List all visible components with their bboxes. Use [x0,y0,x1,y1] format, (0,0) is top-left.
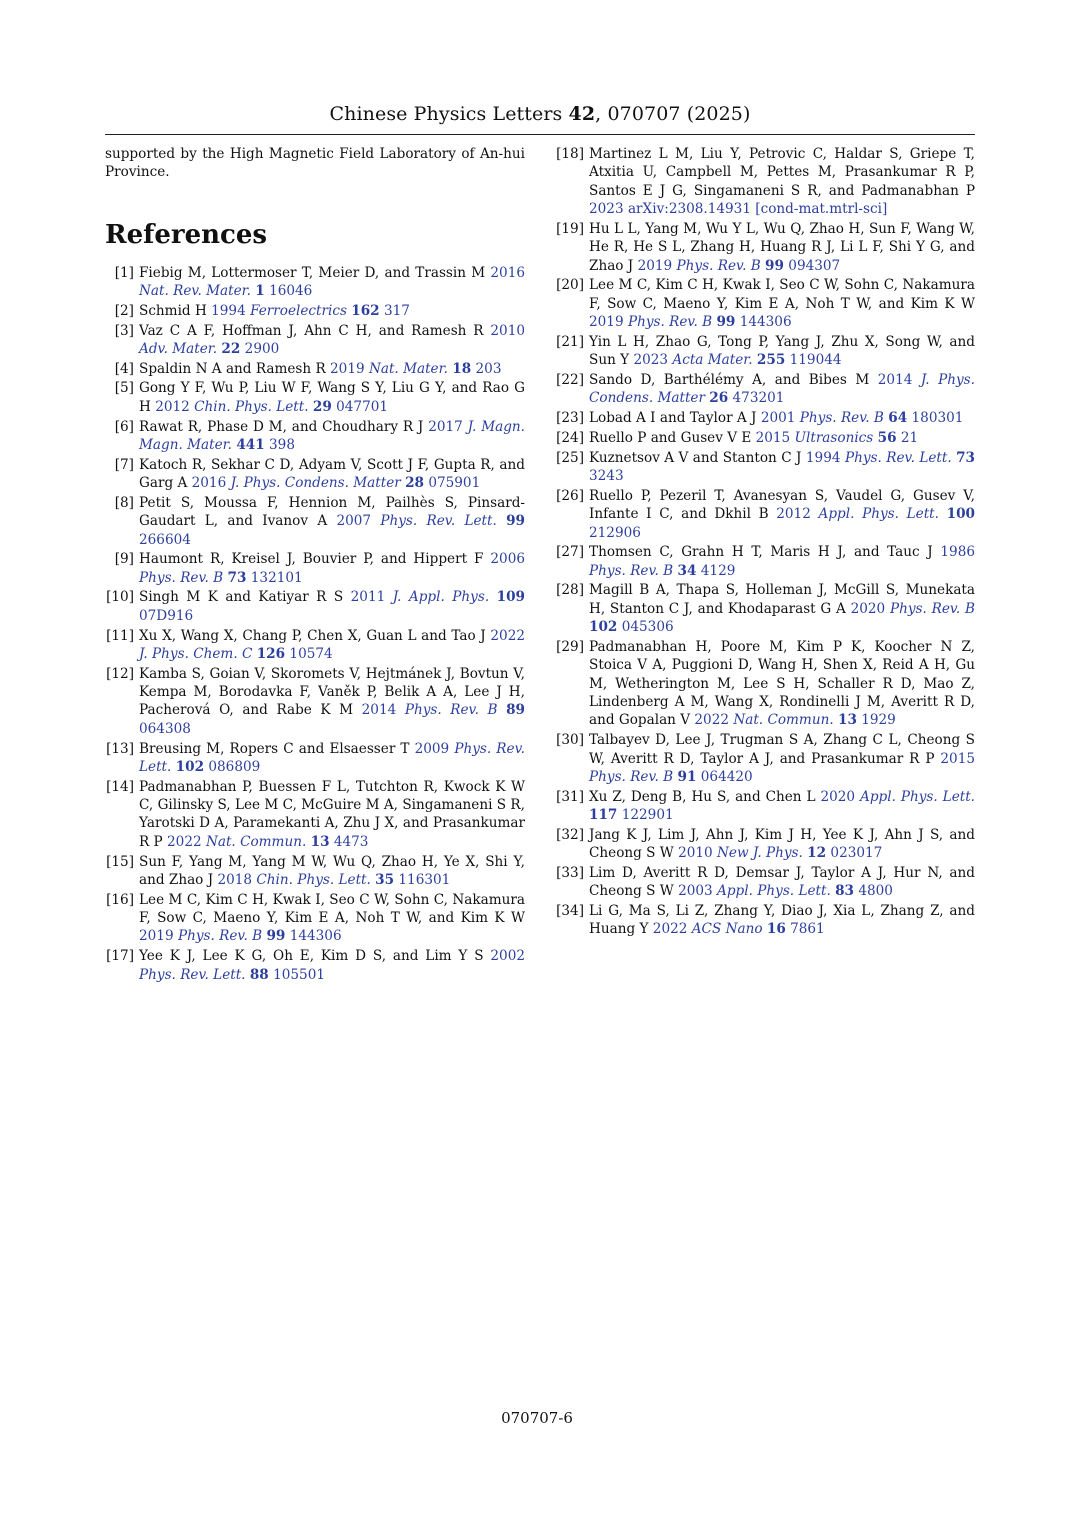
reference-volume-link[interactable]: 16 [766,921,786,938]
reference-page-link[interactable]: 119044 [789,352,842,369]
reference-journal-link[interactable]: Nat. Mater. [368,360,448,377]
reference-text [139,891,525,946]
reference-page-link[interactable]: 203 [475,360,502,377]
reference-authors: Spaldin N A and Ramesh R [139,360,331,377]
reference-item [555,409,975,427]
reference-journal-link[interactable]: ACS Nano [691,921,763,938]
reference-page-link[interactable]: 180301 [911,410,964,427]
reference-authors: Kamba S, Goian V, Skoromets V, Hejtmánek J, Bovtun V, Kempa M, Borodavka F, Vaněk P, Belik A A, Lee J H, Pacherová O, and Rabe K M [139,665,525,719]
reference-item [105,302,525,320]
reference-volume-link[interactable]: 12 [807,845,827,862]
reference-year-link[interactable]: 2020 [820,788,856,805]
reference-authors: Ruello P, Pezeril T, Avanesyan S, Vaudel G, Gusev V, Infante I C, and Dkhil B [589,487,975,523]
reference-item [555,902,975,939]
reference-number: [8] [114,494,134,511]
reference-text [589,902,975,939]
reference-list-right [555,145,975,939]
reference-year-link[interactable]: 2014 [361,702,397,719]
reference-item [555,371,975,408]
reference-volume-link[interactable]: 162 [351,302,380,319]
reference-journal-link[interactable]: Phys. Rev. B [676,257,761,274]
reference-year-link[interactable]: 2022 [652,921,688,938]
reference-text [139,322,525,359]
reference-number: [19] [556,220,584,237]
reference-volume-link[interactable]: 117 [589,807,618,824]
reference-number: [22] [556,372,584,389]
reference-journal-link[interactable]: Phys. Rev. Lett. [139,740,525,775]
reference-number: [34] [556,903,584,919]
reference-authors: Lim D, Averitt R D, Demsar J, Taylor A J, Hur N, and Cheong S W [589,864,975,900]
reference-item [555,220,975,275]
reference-authors: Padmanabhan H, Poore M, Kim P K, Koocher N Z, Stoica V A, Puggioni D, Wang H, Shen X, Reid A H, Gu M, Wetherington M, Lee S H, Schaller R D, Mao Z, Lindenberg A M, Wang X, Rondinelli J M, Averitt R D, and Gopalan V [589,638,975,729]
reference-volume-link[interactable]: 73 [956,449,975,466]
reference-year-link[interactable]: 2019 [589,314,624,331]
reference-year-link[interactable]: 2006 [490,551,525,568]
reference-journal-link[interactable]: Phys. Rev. Lett. [380,513,497,530]
reference-journal-link[interactable]: Adv. Mater. [139,341,218,358]
reference-text [589,731,975,786]
reference-volume-link[interactable]: 99 [506,513,526,530]
reference-number: [18] [556,146,584,162]
reference-text [139,853,525,890]
reference-number: [31] [556,788,584,805]
reference-page-link[interactable]: 3243 [589,467,624,484]
reference-number: [25] [556,449,584,466]
reference-authors: Talbayev D, Lee J, Trugman S A, Zhang C L, Cheong S W, Averitt R D, Taylor A J, and Prasankumar R P [589,732,975,767]
reference-authors: Ruello P and Gusev V E [589,429,756,446]
reference-journal-link[interactable]: Phys. Rev. B [589,768,674,785]
reference-authors: Martinez L M, Liu Y, Petrovic C, Haldar S, Griepe T, Atxitia U, Campbell M, Pettes M, Prasankumar R P, Santos E J G, Singamaneni S R, and Padmanabhan P [589,146,975,199]
reference-page-link[interactable]: 064308 [139,720,191,737]
reference-year-link[interactable]: 2023 [633,352,669,369]
reference-journal-link[interactable]: J. Phys. Condens. Matter [589,372,975,407]
reference-item [105,778,525,852]
reference-page-link[interactable]: 045306 [621,619,674,636]
reference-page-link[interactable]: 266604 [139,531,191,548]
reference-number: [4] [114,360,134,377]
reference-volume-link[interactable]: 88 [249,966,269,983]
reference-journal-link[interactable]: Appl. Phys. Lett. [860,788,975,805]
reference-volume-link[interactable]: 102 [175,758,205,775]
reference-page-link[interactable]: 122901 [621,807,674,824]
reference-authors: Katoch R, Sekhar C D, Adyam V, Scott J F, Gupta R, and Garg A [139,456,525,492]
reference-text [139,379,525,416]
reference-number: [5] [114,380,134,397]
reference-page-link[interactable]: 105501 [273,966,325,983]
reference-authors: Vaz C A F, Hoffman J, Ahn C H, and Ramesh R [139,322,491,339]
reference-item [105,322,525,359]
reference-text [139,550,525,587]
reference-year-link[interactable]: 2012 [776,506,811,523]
reference-number: [32] [556,826,584,843]
reference-journal-link[interactable]: Phys. Rev. B [799,410,884,427]
reference-year-link[interactable]: 2014 [877,372,913,389]
reference-text [139,627,525,664]
reference-item [555,638,975,730]
reference-year-link[interactable]: 2010 [490,322,525,339]
reference-volume-link[interactable]: 99 [716,314,736,331]
reference-authors: Petit S, Moussa F, Hennion M, Pailhès S, Pinsard-Gaudart L, and Ivanov A [139,494,525,530]
reference-text [139,778,525,852]
reference-authors: Padmanabhan P, Buessen F L, Tutchton R, Kwock K W C, Gilinsky S, Lee M C, McGuire M A, Singamaneni S R, Yarotski D A, Paramekanti A, Zhu J X, and Prasankumar R P [139,778,525,850]
reference-year-link[interactable]: 1994 [211,302,246,319]
left-column [105,145,525,985]
reference-text [139,302,525,320]
reference-text [589,826,975,863]
reference-authors: Xu X, Wang X, Chang P, Chen X, Guan L and Tao J [139,627,491,644]
reference-number: [9] [114,551,134,568]
reference-volume-link[interactable]: 73 [227,569,247,586]
reference-number: [30] [556,732,584,749]
reference-text [139,418,525,455]
reference-authors: Jang K J, Lim J, Ahn J, Kim J H, Yee K J, Ahn J S, and Cheong S W [589,826,975,862]
reference-journal-link[interactable]: Nat. Rev. Mater. [139,283,251,300]
journal-name: Chinese Physics Letters [329,103,563,125]
reference-page-link[interactable]: 132101 [250,569,303,586]
reference-year-link[interactable]: 1994 [805,449,841,466]
reference-number: [16] [106,891,134,908]
reference-volume-link[interactable]: 83 [835,883,855,900]
reference-text [589,788,975,825]
reference-year-link[interactable]: 2010 [678,845,713,862]
reference-text [589,276,975,331]
reference-journal-link[interactable]: Phys. Rev. B [889,600,975,617]
reference-page-link[interactable]: 4800 [858,883,893,900]
reference-page-link[interactable]: 144306 [289,928,342,945]
reference-volume-link[interactable]: 18 [452,360,472,377]
reference-authors: Magill B A, Thapa S, Holleman J, McGill S, Munekata H, Stanton C J, and Khodaparast G A [589,582,975,617]
reference-journal-link[interactable]: Phys. Rev. B [404,702,498,719]
reference-page-link[interactable]: 07D916 [139,607,194,624]
reference-text [139,740,525,777]
reference-year-link[interactable]: 1986 [940,544,975,561]
reference-authors: Lobad A I and Taylor A J [589,410,761,427]
reference-journal-link[interactable]: Phys. Rev. Lett. [139,966,246,983]
reference-authors: Singh M K and Katiyar R S [139,589,351,606]
reference-item [555,731,975,786]
reference-number: [14] [106,778,134,795]
reference-item [105,627,525,664]
reference-year-link[interactable]: 2020 [850,600,886,617]
reference-number: [24] [556,429,584,446]
reference-item [105,588,525,625]
reference-item [105,947,525,984]
reference-list-left [105,264,525,984]
reference-number: [13] [106,740,134,757]
reference-number: [10] [106,589,134,606]
reference-authors: Li G, Ma S, Li Z, Zhang Y, Diao J, Xia L, Zhang Z, and Huang Y [589,903,975,938]
reference-authors: Lee M C, Kim C H, Kwak I, Seo C W, Sohn C, Nakamura F, Sow C, Maeno Y, Kim E A, Noh T W, and Kim K W [589,277,975,312]
reference-volume-link[interactable]: 56 [877,429,897,446]
reference-item [105,494,525,549]
reference-year-link[interactable]: 2009 [414,740,450,757]
reference-text [589,543,975,580]
reference-journal-link[interactable]: J. Phys. Chem. C [139,645,253,662]
reference-page-link[interactable]: 473201 [732,390,785,407]
reference-number: [20] [556,277,584,294]
reference-authors: Xu Z, Deng B, Hu S, and Chen L [589,788,821,805]
reference-text [589,638,975,730]
reference-page-link[interactable]: 2900 [244,341,280,358]
reference-item [105,665,525,739]
reference-item [555,276,975,331]
reference-volume-link[interactable]: 100 [946,506,976,523]
reference-page-link[interactable]: 398 [269,436,295,453]
reference-text [139,947,525,984]
reference-page-link[interactable]: 317 [383,302,410,319]
reference-page-link[interactable]: 047701 [336,398,389,415]
reference-page-link[interactable]: 086809 [208,758,261,775]
reference-volume-link[interactable]: 441 [236,436,265,453]
reference-volume-link[interactable]: 35 [375,871,395,888]
reference-journal-link[interactable]: J. Phys. Condens. Matter [230,475,401,492]
reference-year-link[interactable]: 2001 [760,410,796,427]
reference-item [555,487,975,542]
reference-journal-link[interactable]: Phys. Rev. Lett. [844,449,952,466]
reference-authors: Haumont R, Kreisel J, Bouvier P, and Hippert F [139,551,491,568]
reference-text [589,409,975,427]
reference-page-link[interactable]: 094307 [788,257,841,274]
reference-volume-link[interactable]: 22 [221,341,241,358]
reference-text [139,494,525,549]
reference-text [589,145,975,219]
reference-authors: Sun F, Yang M, Yang M W, Wu Q, Zhao H, Ye X, Shi Y, and Zhao J [139,853,525,888]
reference-year-link[interactable]: 2012 [155,398,190,415]
reference-page-link[interactable]: 16046 [269,283,313,300]
reference-journal-link[interactable]: Appl. Phys. Lett. [818,506,939,523]
reference-page-link[interactable]: 212906 [589,524,641,541]
reference-volume-link[interactable]: 13 [837,712,857,729]
reference-number: [3] [114,322,134,339]
reference-authors: Lee M C, Kim C H, Kwak I, Seo C W, Sohn C, Nakamura F, Sow C, Maeno Y, Kim E A, Noh T W, and Kim K W [139,891,525,927]
reference-item [555,449,975,486]
reference-authors: Breusing M, Ropers C and Elsaesser T [139,740,415,757]
reference-volume-link[interactable]: 29 [312,398,332,415]
reference-journal-link[interactable]: J. Magn. Magn. Mater. [139,418,525,453]
reference-year-link[interactable]: 2018 [217,871,253,888]
reference-number: [23] [556,410,584,427]
reference-item [555,864,975,901]
reference-journal-link[interactable]: New J. Phys. [717,845,803,862]
reference-number: [6] [114,418,134,435]
reference-journal-link[interactable]: Chin. Phys. Lett. [194,398,309,415]
reference-journal-link[interactable]: Phys. Rev. B [177,928,263,945]
reference-journal-link[interactable]: Ferroelectrics [250,302,347,319]
reference-item [105,360,525,378]
reference-journal-link[interactable]: Ultrasonics [794,429,874,446]
reference-volume-link[interactable]: 34 [677,562,697,579]
reference-item [105,264,525,301]
reference-authors: Yin L H, Zhao G, Tong P, Yang J, Zhu X, Song W, and Sun Y [589,333,975,369]
reference-item [555,429,975,447]
reference-volume-link[interactable]: 109 [496,589,526,606]
reference-volume-link[interactable]: 91 [677,768,697,785]
reference-year-link[interactable]: 2019 [330,360,365,377]
reference-year-link[interactable]: 2016 [490,264,525,281]
reference-authors: Fiebig M, Lottermoser T, Meier D, and Trassin M [139,264,491,281]
reference-authors: Sando D, Barthélémy A, and Bibes M [589,372,878,389]
reference-item [555,333,975,370]
running-header [105,103,975,125]
reference-number: [7] [114,456,134,473]
reference-volume-link[interactable]: 1 [255,283,265,300]
reference-text [589,581,975,636]
references-heading: References [105,219,268,250]
reference-page-link[interactable]: 7861 [790,921,825,938]
reference-volume-link[interactable]: 99 [765,257,784,274]
reference-year-link[interactable]: 2003 [678,883,713,900]
reference-item [105,456,525,493]
page-number: 070707-6 [501,1409,573,1427]
reference-year-link[interactable]: 2011 [350,589,386,606]
reference-authors: Hu L L, Yang M, Wu Y L, Wu Q, Zhao H, Sun F, Wang W, He R, He S L, Zhang H, Huang R J, Li L F, Shi Y G, and Zhao J [589,220,975,274]
reference-page-link[interactable]: 4473 [333,833,369,850]
reference-page-link[interactable]: 116301 [398,871,451,888]
reference-year-link[interactable]: 2019 [637,257,673,274]
reference-text [589,487,975,542]
reference-journal-link[interactable]: Nat. Commun. [733,712,834,729]
reference-text [589,864,975,901]
reference-item [555,788,975,825]
reference-volume-link[interactable]: 102 [589,619,618,636]
reference-item [105,891,525,946]
reference-year-link[interactable]: 2022 [167,833,202,850]
reference-text [139,456,525,493]
reference-item [555,826,975,863]
reference-volume-link[interactable]: 99 [266,928,286,945]
reference-number: [26] [556,487,584,504]
reference-text [139,588,525,625]
reference-authors: Kuznetsov A V and Stanton C J [589,449,806,466]
reference-number: [28] [556,582,584,599]
reference-number: [33] [556,864,584,881]
reference-item [555,581,975,636]
reference-number: [12] [106,665,134,682]
reference-number: [17] [106,948,134,965]
reference-page-link[interactable]: 064420 [700,768,753,785]
reference-item [105,853,525,890]
reference-volume-link[interactable]: 64 [888,410,908,427]
reference-number: [15] [106,853,134,870]
reference-journal-link[interactable]: Appl. Phys. Lett. [717,883,831,900]
reference-year-link[interactable]: 2015 [940,750,975,767]
reference-journal-link[interactable]: Phys. Rev. B [627,314,713,331]
reference-text [589,333,975,370]
reference-page-link[interactable]: 144306 [739,314,792,331]
reference-page-link[interactable]: 4129 [700,562,736,579]
reference-page-link[interactable]: 10574 [289,645,333,662]
reference-page-link[interactable]: 075901 [428,475,481,492]
reference-journal-link[interactable]: Phys. Rev. B [139,569,224,586]
reference-year-link[interactable]: 2016 [191,475,227,492]
reference-authors: Thomsen C, Grahn H T, Maris H J, and Tauc J [589,544,941,561]
reference-number: [21] [556,333,584,350]
reference-journal-link[interactable]: Chin. Phys. Lett. [256,871,371,888]
reference-item [555,145,975,219]
reference-number: [1] [114,264,134,281]
journal-volume: 42 [568,103,596,125]
right-column [555,145,975,940]
reference-volume-link[interactable]: 13 [310,833,330,850]
article-id-year: , 070707 (2025) [595,103,751,125]
reference-number: [11] [106,627,134,644]
reference-journal-link[interactable]: Nat. Commun. [205,833,307,850]
header-rule [105,134,975,135]
reference-page-link[interactable]: 21 [900,429,919,446]
reference-text [139,665,525,739]
reference-item [105,379,525,416]
reference-year-link[interactable]: 2023 [589,201,624,218]
reference-volume-link[interactable]: 89 [506,702,525,719]
reference-text [589,371,975,408]
reference-year-link[interactable]: 2015 [755,429,791,446]
reference-authors: Rawat R, Phase D M, and Choudhary R J [139,418,429,435]
reference-year-link[interactable]: 2022 [694,712,730,729]
reference-volume-link[interactable]: 126 [256,645,286,662]
reference-text [589,449,975,486]
reference-year-link[interactable]: 2007 [336,513,372,530]
reference-page-link[interactable]: 023017 [830,845,883,862]
reference-journal-link[interactable]: J. Appl. Phys. [392,589,490,606]
reference-authors: Schmid H [139,302,212,319]
acknowledgement-text: supported by the High Magnetic Field Laboratory of An-hui Province. [105,146,525,181]
reference-page-link[interactable]: 1929 [861,712,896,729]
reference-item [555,543,975,580]
reference-item [105,418,525,455]
reference-journal-link[interactable]: Phys. Rev. B [589,562,674,579]
reference-text [589,429,975,447]
reference-journal-link[interactable]: Acta Mater. [672,352,753,369]
reference-authors: Gong Y F, Wu P, Liu W F, Wang S Y, Liu G Y, and Rao G H [139,380,525,415]
reference-year-link[interactable]: 2019 [139,928,174,945]
reference-number: [2] [114,302,134,319]
reference-text [139,360,525,378]
reference-volume-link[interactable]: 255 [756,352,786,369]
reference-text [139,264,525,301]
reference-year-link[interactable]: 2002 [490,948,525,965]
reference-authors: Yee K J, Lee K G, Oh E, Kim D S, and Lim Y S [139,948,491,965]
reference-item [105,740,525,777]
reference-volume-link[interactable]: 26 [709,390,729,407]
reference-number: [27] [556,544,584,561]
reference-number: [29] [556,638,584,655]
reference-text [589,220,975,275]
reference-item [105,550,525,587]
reference-year-link[interactable]: 2017 [428,418,463,435]
reference-volume-link[interactable]: 28 [405,475,424,492]
reference-arxiv-link[interactable]: arXiv:2308.14931 [cond-mat.mtrl-sci] [627,201,888,218]
reference-year-link[interactable]: 2022 [490,627,525,644]
